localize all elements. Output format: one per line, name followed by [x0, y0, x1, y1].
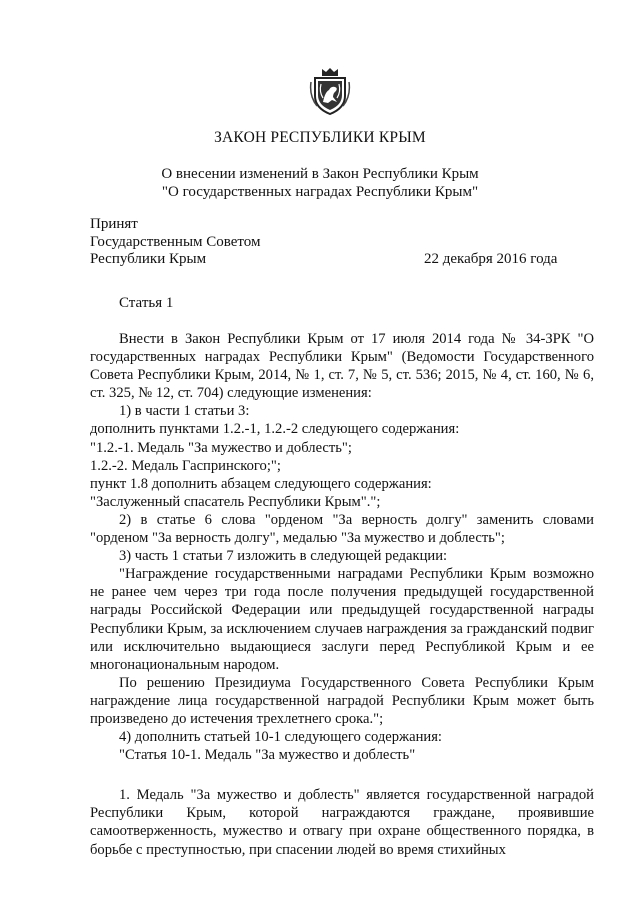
- paragraph: По решению Президиума Государственного Совета Республики Крым награждение лица государственной наградой Республики Крым может быть произведено до истечения трехлетнего срока.";: [90, 674, 594, 727]
- law-subtitle-line-2: "О государственных наградах Республики Крым": [161, 184, 479, 200]
- paragraph: "Заслуженный спасатель Республики Крым".";: [90, 493, 381, 510]
- law-subtitle-line-1: О внесении изменений в Закон Республики Крым: [161, 166, 479, 182]
- adoption-line-1: Принят: [90, 216, 138, 232]
- paragraph: "1.2.-1. Медаль "За мужество и доблесть";: [90, 439, 352, 456]
- crimea-coat-of-arms-icon: [309, 66, 351, 116]
- paragraph: "Награждение государственными наградами Республики Крым возможно не ранее чем через три года после получения предыдущей государственной награды Российской Федерации или предыдущей государственной награды Республики Крым, за исключением случаев награждения за гражданский подвиг или исключительно выдающиеся заслуги перед Республикой Крым и ее многонациональным народом.: [90, 566, 594, 673]
- paragraph: 1. Медаль "За мужество и доблесть" является государственной наградой Республики Крым, которой награждаются граждане, проявившие самоотверженность, мужество и отвагу при охране общественного порядка, в борьбе с преступностью, при спасении людей во время стихийных: [90, 787, 594, 858]
- law-title: ЗАКОН РЕСПУБЛИКИ КРЫМ: [214, 129, 426, 146]
- paragraph: "Статья 10-1. Медаль "За мужество и доблесть": [119, 747, 416, 764]
- paragraph: Внести в Закон Республики Крым от 17 июля 2014 года № 34-ЗРК "О государственных наградах Республики Крым" (Ведомости Государственного Совета Республики Крым, 2014, № 1, ст. 7, № 5, ст. 536; 2015, № 4, ст. 160, № 6, ст. 325, № 12, ст. 704) следующие изменения:: [90, 331, 594, 402]
- adoption-line-3: Республики Крым: [90, 251, 207, 267]
- paragraph: 1.2.-2. Медаль Гаспринского;";: [90, 457, 281, 474]
- paragraph: дополнить пунктами 1.2.-1, 1.2.-2 следующего содержания:: [90, 421, 460, 438]
- adoption-date: 22 декабря 2016 года: [424, 251, 558, 267]
- paragraph: 1) в части 1 статьи 3:: [119, 403, 250, 420]
- paragraph: 2) в статье 6 слова "орденом "За верность долгу" заменить словами "орденом "За верность долгу", медалью "За мужество и доблесть";: [90, 511, 594, 547]
- adoption-line-2: Государственным Советом: [90, 234, 261, 250]
- article-heading: Статья 1: [119, 295, 174, 311]
- paragraph: 3) часть 1 статьи 7 изложить в следующей редакции:: [119, 548, 448, 565]
- paragraph: пункт 1.8 дополнить абзацем следующего содержания:: [90, 475, 432, 492]
- paragraph: 4) дополнить статьей 10-1 следующего содержания:: [119, 729, 442, 746]
- article-body: [90, 330, 594, 859]
